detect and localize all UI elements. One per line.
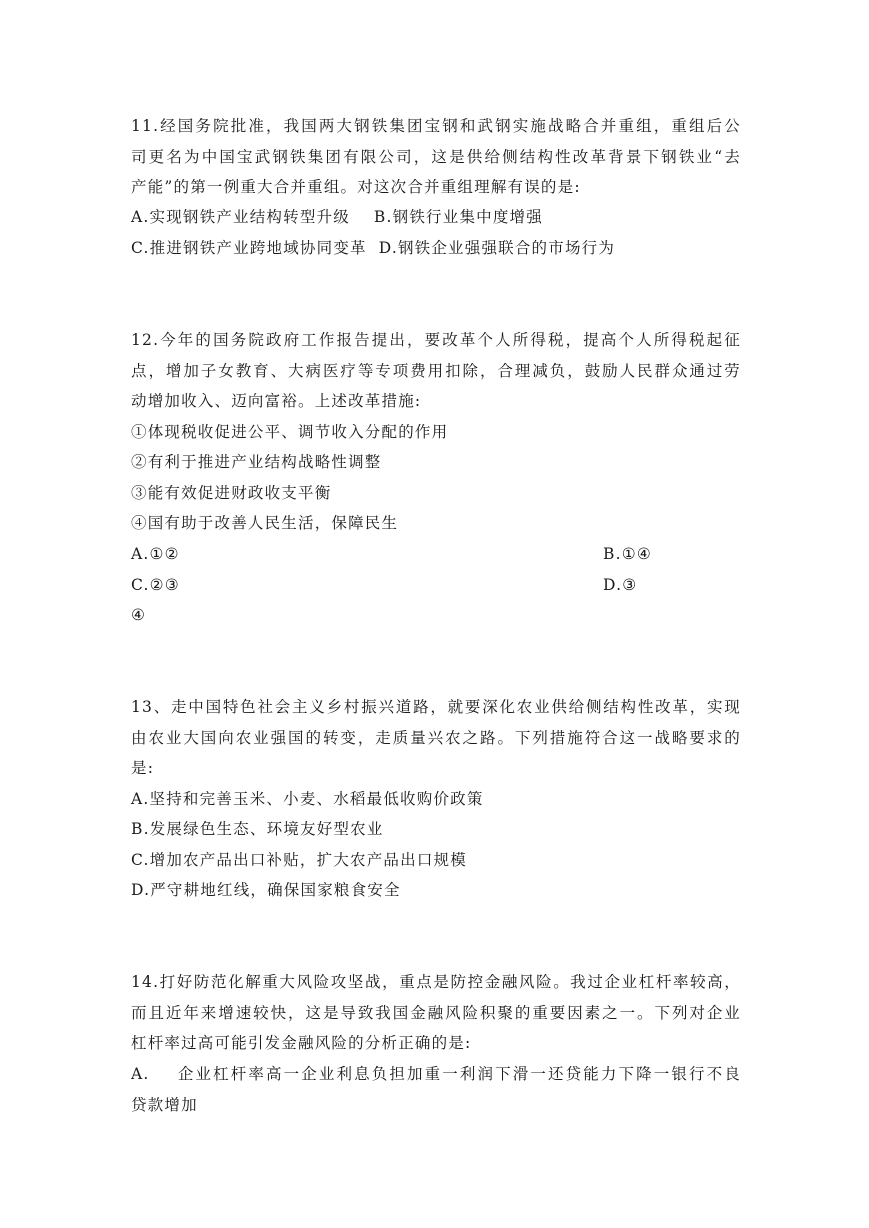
q14-option-a (131, 1064, 741, 1084)
q14-option-a-continuation: 贷款增加 (131, 1096, 198, 1114)
q11-options-row-2 (131, 238, 741, 258)
q11-option-a: A.实现钢铁产业结构转型升级 (131, 208, 350, 226)
q13-option-b: B.发展绿色生态、环境友好型农业 (131, 820, 384, 838)
q11-stem-line-1: 11.经国务院批准，我国两大钢铁集团宝钢和武钢实施战略合并重组，重组后公 (131, 117, 741, 135)
q11-stem-line-2: 司更名为中国宝武钢铁集团有限公司，这是供给侧结构性改革背景下钢铁业“去 (131, 148, 741, 166)
q12-item-2: ②有利于推进产业结构战略性调整 (131, 453, 382, 471)
q11-stem-line-3: 产能”的第一例重大合并重组。对这次合并重组理解有误的是: (131, 178, 581, 196)
q12-option-a: A.①② (131, 545, 180, 563)
q12-option-d-continuation: ④ (131, 606, 147, 624)
q12-option-d: D.③ (603, 576, 638, 594)
q14-stem-line-1: 14.打好防范化解重大风险攻坚战，重点是防控金融风险。我过企业杠杆率较高， (131, 973, 741, 991)
q11-options-row-1 (131, 207, 741, 227)
q12-option-b: B.①④ (603, 545, 652, 563)
q12-stem-line-1: 12.今年的国务院政府工作报告提出，要改革个人所得税，提高个人所得税起征 (131, 331, 741, 349)
q14-option-a-text: 企业杠杆率高一企业利息负担加重一利润下滑一还贷能力下降一银行不良 (177, 1065, 741, 1083)
q12-option-c: C.②③ (131, 576, 180, 594)
q13-option-c: C.增加农产品出口补贴，扩大农产品出口规模 (131, 851, 467, 869)
q13-option-a: A.坚持和完善玉米、小麦、水稻最低收购价政策 (131, 790, 484, 808)
q12-stem-line-2: 点，增加子女教育、大病医疗等专项费用扣除，合理减负，鼓励人民群众通过劳 (131, 362, 741, 380)
q11-option-d: D.钢铁企业强强联合的市场行为 (378, 239, 616, 257)
q12-stem-line-3: 动增加收入、迈向富裕。上述改革措施: (131, 392, 422, 410)
q11-option-b: B.钢铁行业集中度增强 (373, 208, 543, 226)
q12-item-1: ①体现税收促进公平、调节收入分配的作用 (131, 423, 449, 441)
q13-stem-line-1: 13、走中国特色社会主义乡村振兴道路，就要深化农业供给侧结构性改革，实现 (131, 698, 741, 716)
q13-stem-line-2: 由农业大国向农业强国的转变，走质量兴农之路。下列措施符合这一战略要求的 (131, 729, 741, 747)
q14-stem-line-3: 杠杆率过高可能引发金融风险的分析正确的是: (131, 1034, 472, 1052)
q14-option-a-label: A. (131, 1065, 150, 1083)
q11-option-c: C.推进钢铁产业跨地域协同变革 (131, 239, 367, 257)
q12-item-4: ④国有助于改善人民生活，保障民生 (131, 514, 399, 532)
q13-stem-line-3: 是: (131, 759, 155, 777)
q14-stem-line-2: 而且近年来增速较快，这是导致我国金融风险积聚的重要因素之一。下列对企业 (131, 1004, 741, 1022)
q13-option-d: D.严守耕地红线，确保国家粮食安全 (131, 881, 401, 899)
q12-item-3: ③能有效促进财政收支平衡 (131, 484, 332, 502)
